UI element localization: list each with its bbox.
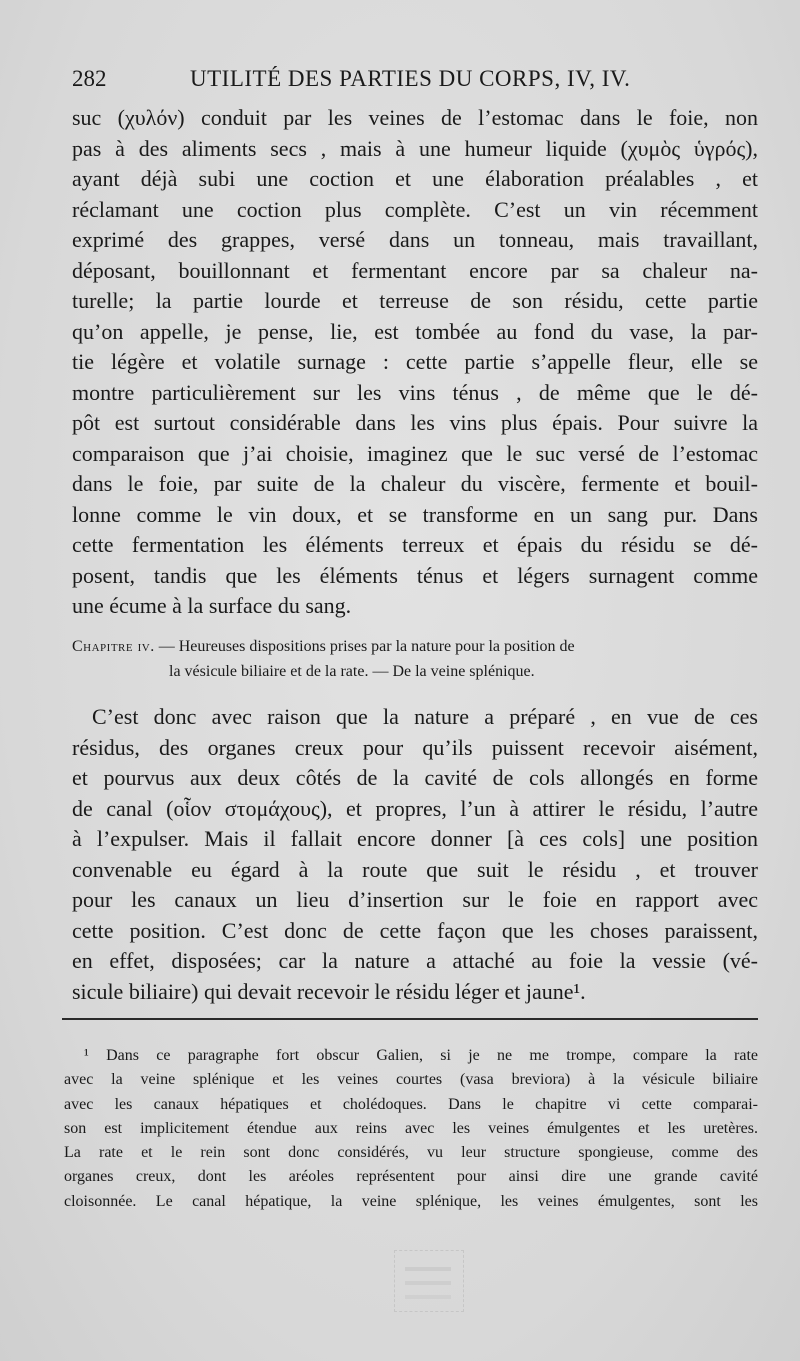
text-line: en effet, disposées; car la nature a attaché au foie la vessie (vé-	[72, 948, 758, 973]
text-line: dans le foie, par suite de la chaleur du viscère, fermente et bouil-	[72, 471, 758, 496]
text-line: suc (χυλόν) conduit par les veines de l’estomac dans le foie, non	[72, 105, 758, 130]
text-line: cette position. C’est donc de cette façon que les choses paraissent,	[72, 917, 758, 943]
footnote	[64, 1044, 758, 1214]
footnote-line: avec les canaux hépatiques et cholédoques. Dans le chapitre vi cette comparai-	[64, 1095, 758, 1113]
text-line: sicule biliaire) qui devait recevoir le résidu léger et jaune¹.	[72, 978, 586, 1004]
text-line: résidus, des organes creux pour qu’ils puissent recevoir aisément,	[72, 734, 758, 760]
text-line: lonne comme le vin doux, et se transforme en un sang pur. Dans	[72, 501, 758, 527]
text-line: C’est donc avec raison que la nature a préparé , en vue de ces	[92, 704, 758, 729]
footnote-line: son est implicitement étendue aux reins avec les veines émulgentes et les uretères.	[64, 1119, 758, 1137]
library-stamp-mark	[394, 1250, 464, 1312]
text-line: posent, tandis que les éléments ténus et légers surnagent comme	[72, 562, 758, 588]
chapter-title-line-2: la vésicule biliaire et de la rate. — De la veine splénique.	[169, 663, 535, 680]
text-line: turelle; la partie lourde et terreuse de son résidu, cette partie	[72, 288, 758, 313]
chapter-title-line-1: — Heureuses dispositions prises par la nature pour la position de	[158, 638, 575, 655]
text-line: de canal (οἷον στομάχους), et propres, l’un à attirer le résidu, l’autre	[72, 795, 758, 821]
text-line: et pourvus aux deux côtés de la cavité de cols allongés en forme	[72, 765, 758, 790]
page-header	[72, 66, 758, 100]
running-title: UTILITÉ DES PARTIES DU CORPS, IV, IV.	[190, 66, 631, 91]
paragraph-1	[72, 103, 758, 622]
text-line: réclamant une coction plus complète. C’est un vin récemment	[72, 196, 758, 222]
footnote-line: La rate et le rein sont donc considérés, vu leur structure spongieuse, comme des	[64, 1144, 758, 1162]
text-line: convenable eu égard à la route que suit le résidu , et trouver	[72, 856, 758, 882]
text-line: à l’expulser. Mais il fallait encore donner [à ces cols] une position	[72, 826, 758, 851]
text-line: pôt est surtout considérable dans les vins plus épais. Pour suivre la	[72, 410, 758, 435]
text-line: montre particulièrement sur les vins ténus , de même que le dé-	[72, 379, 758, 405]
text-line: ayant déjà subi une coction et une élaboration préalables , et	[72, 166, 758, 191]
paragraph-2	[72, 702, 758, 1007]
footnote-divider	[62, 1018, 758, 1020]
chapter-heading	[72, 634, 758, 684]
text-line: déposant, bouillonnant et fermentant encore par sa chaleur na-	[72, 257, 758, 283]
text-line: tie légère et volatile surnage : cette partie s’appelle fleur, elle se	[72, 349, 758, 374]
footnote-line: organes creux, dont les aréoles représentent pour ainsi dire une grande cavité	[64, 1168, 758, 1186]
footnote-line: cloisonnée. Le canal hépatique, la veine splénique, les veines émulgentes, sont les	[64, 1192, 758, 1210]
text-line: pas à des aliments secs , mais à une humeur liquide (χυμὸς ὑγρός),	[72, 135, 758, 161]
page-number: 282	[72, 66, 107, 91]
footnote-line: ¹ Dans ce paragraphe fort obscur Galien, si je ne me trompe, compare la rate	[84, 1047, 758, 1064]
text-line: une écume à la surface du sang.	[72, 593, 352, 618]
text-line: exprimé des grappes, versé dans un tonneau, mais travaillant,	[72, 227, 758, 252]
text-line: qu’on appelle, je pense, lie, est tombée au fond du vase, la par-	[72, 318, 758, 344]
text-line: pour les canaux un lieu d’insertion sur le foie en rapport avec	[72, 887, 758, 912]
chapter-label: Chapitre iv.	[72, 638, 155, 655]
footnote-line: avec la veine splénique et les veines courtes (vasa breviora) à la vésicule biliaire	[64, 1071, 758, 1089]
text-line: cette fermentation les éléments terreux et épais du résidu se dé-	[72, 532, 758, 557]
text-line: comparaison que j’ai choisie, imaginez que le suc versé de l’estomac	[72, 440, 758, 466]
